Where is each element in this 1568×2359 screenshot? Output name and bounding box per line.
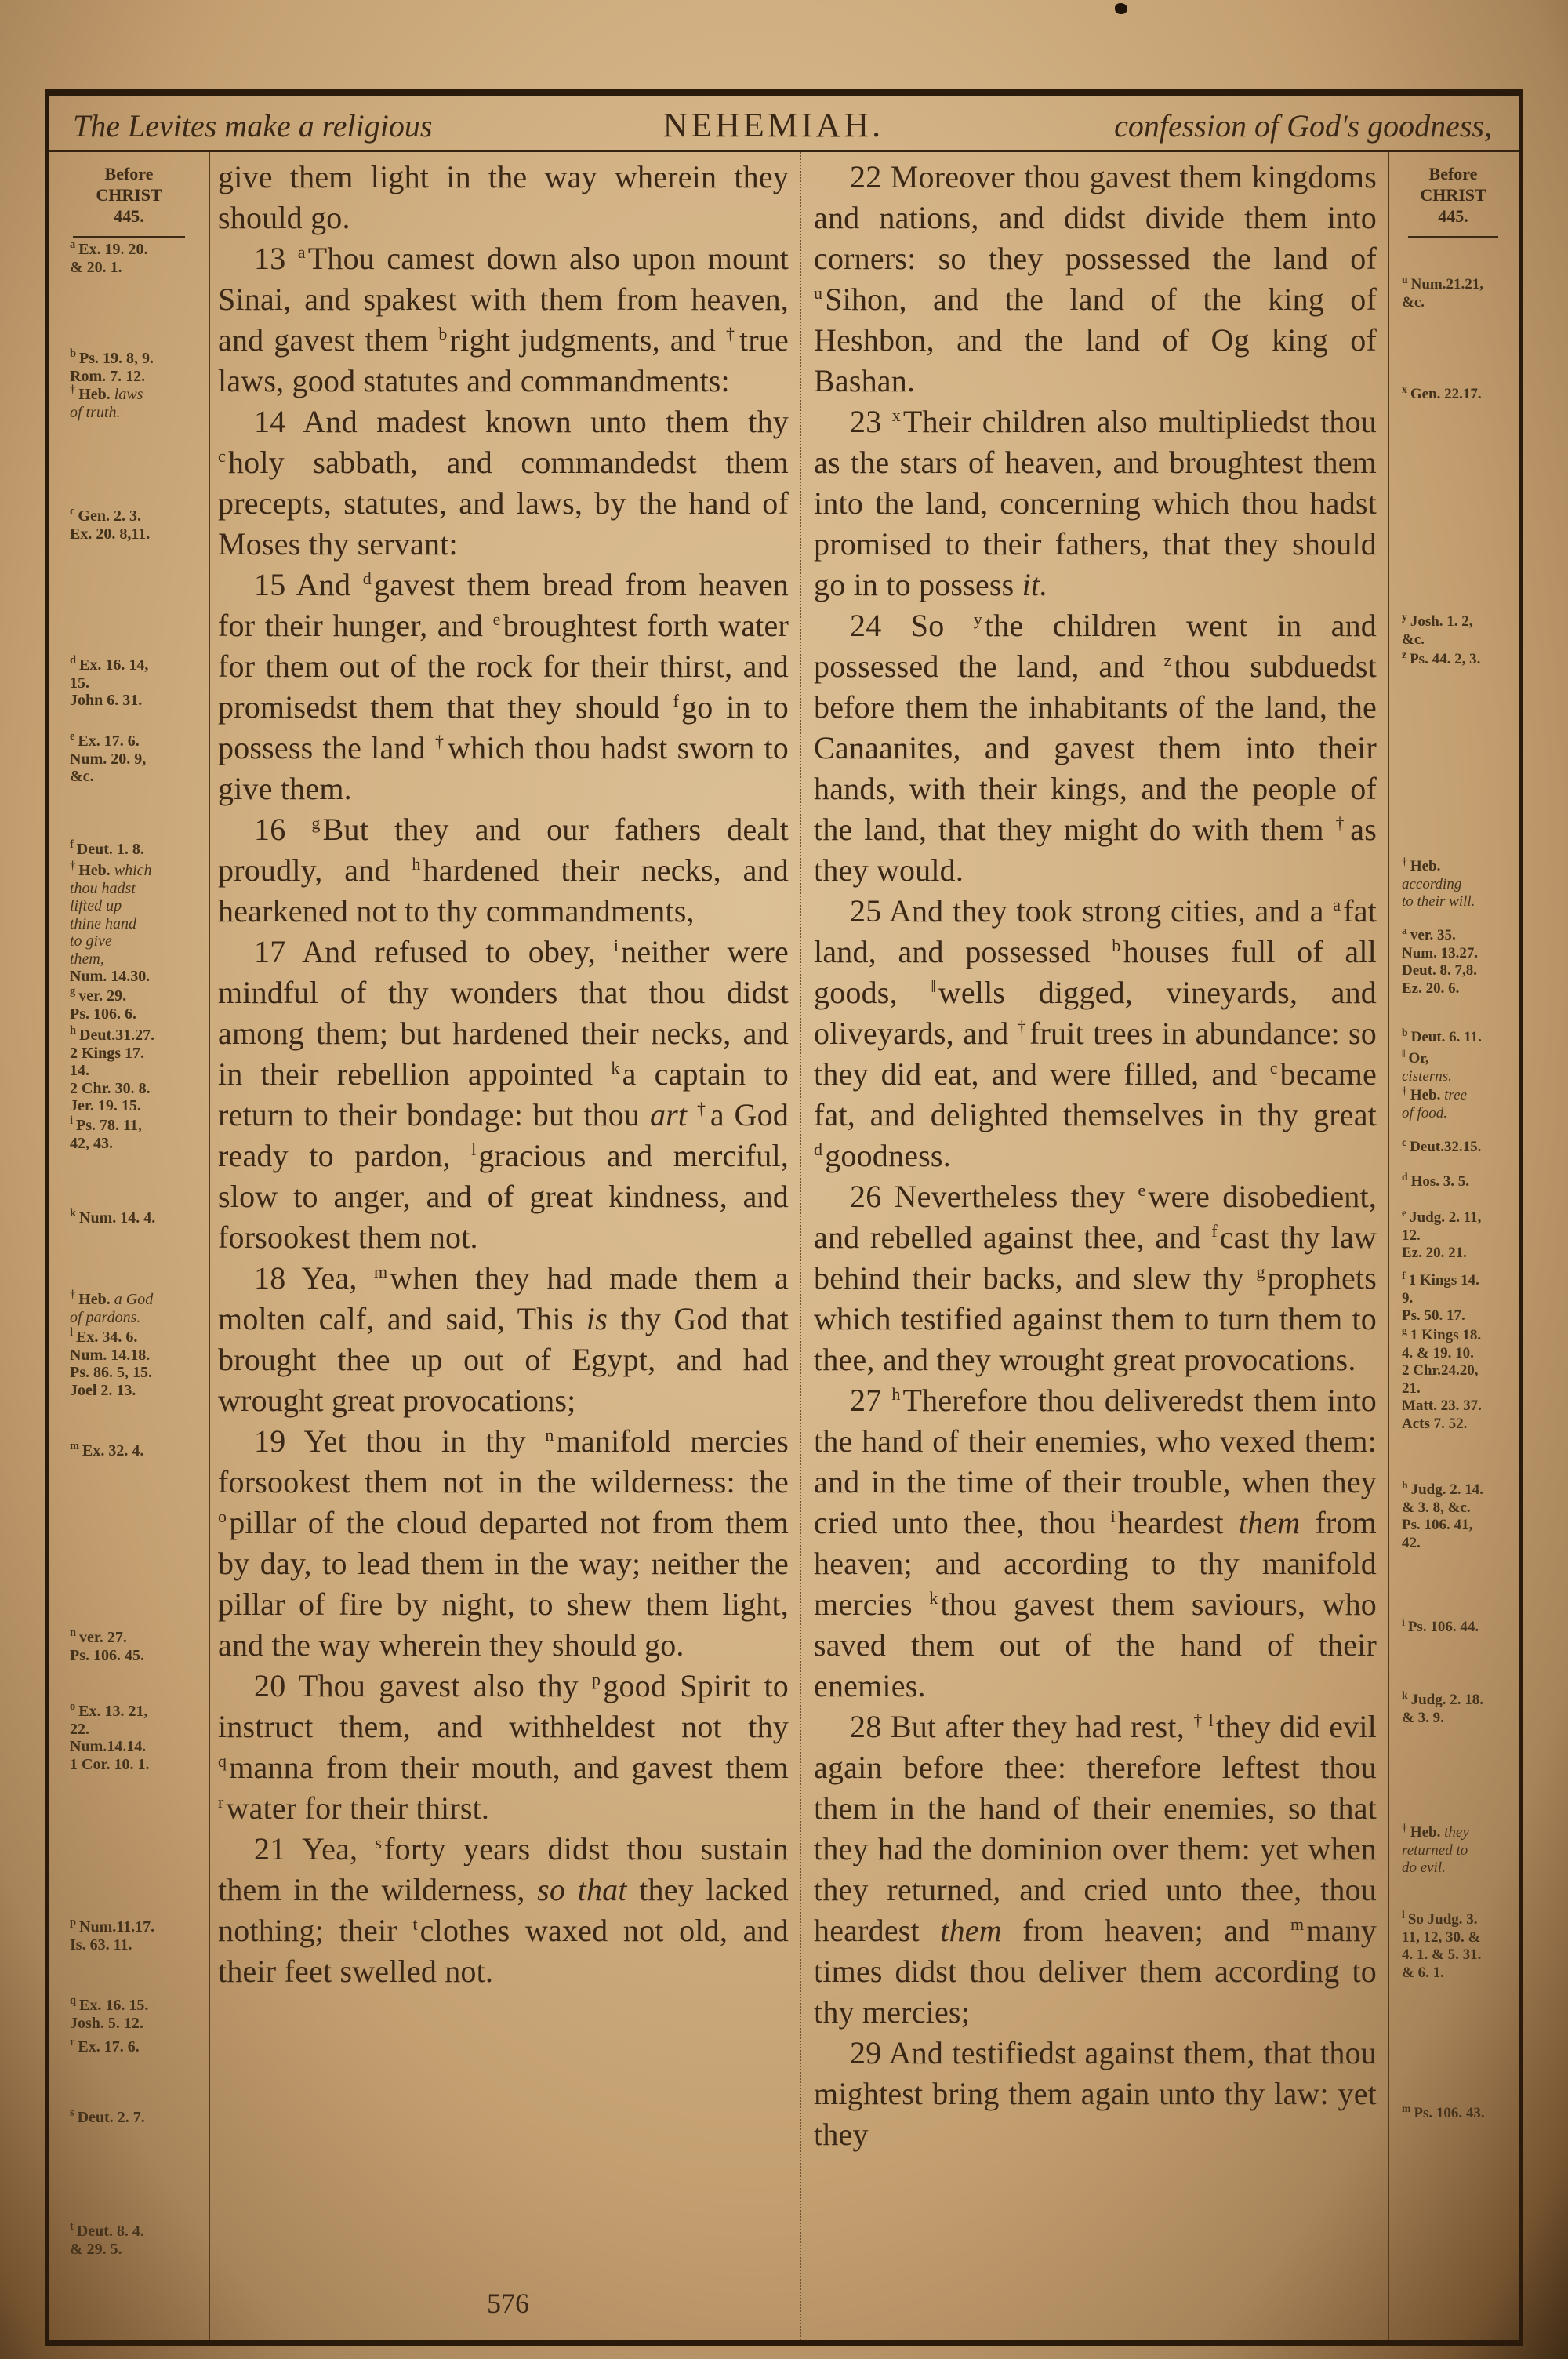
note-mark: d	[70, 654, 77, 667]
verse: 21 Yea, $^s$forty years didst thou sustain them in the wilderness, so that they lacked nothing; their $^t$clothes waxed not old, and their feet swelled not.	[218, 1831, 789, 1989]
verse: 27 $^h$Therefore thou deliveredst them into the hand of their enemies, who vexed them: and in the time of their trouble, when they cried unto thee, thou $^i$heardest them from heaven; and according to thy manifold mercies $^k$thou gavest them saviours, who saved them out of the hand of their enemies.	[814, 1383, 1377, 1703]
verse: 24 So $^y$the children went in and possessed the land, and $^z$thou subduedst before them the inhabitants of the land, the Canaanites, and gavest them into their hands, with their kings, and the people of the land, that they might do with them †as they would.	[814, 608, 1377, 888]
ref-mark: d	[362, 568, 372, 588]
left-margin-column	[49, 152, 210, 2340]
ref-mark: b	[438, 323, 448, 343]
header-left-text: The Levites make a religious	[73, 108, 433, 144]
note-mark: h	[70, 1024, 77, 1038]
note-mark: g	[1402, 1324, 1407, 1336]
verse: 26 Nevertheless they $^e$were disobedient, and rebelled against thee, and $^f$cast thy law behind their backs, and slew thy $^g$prophets which testified against them to turn them to thee, and they wrought great provocations.	[814, 1179, 1377, 1377]
ref-mark: l	[471, 1139, 477, 1159]
margin-note: $^h$ Deut.31.27. 2 Kings 17. 14. 2 Chr. 30. 8. Jer. 19. 15.	[70, 1024, 155, 1114]
note-mark: a	[70, 238, 76, 252]
verse: 13 $^a$Thou camest down also upon mount Sinai, and spakest with them from heaven, and gavest them $^b$right judgments, and †true laws, good statutes and commandments:	[218, 241, 789, 398]
note-mark: h	[1402, 1478, 1408, 1491]
margin-note: $^l$ Ex. 34. 6. Num. 14.18. Ps. 86. 5, 15. Joel 2. 13.	[70, 1326, 152, 1399]
before-christ-heading	[1389, 152, 1517, 238]
ref-mark: y	[973, 609, 982, 629]
margin-note: † Heb. which thou hadst lifted up thine hand to give them, Num. 14.30.	[70, 860, 152, 985]
margin-note: $^r$ Ex. 17. 6.	[70, 2036, 140, 2055]
margin-note: $^b$ Deut. 6. 11.	[1402, 1026, 1482, 1045]
margin-note: $^s$ Deut. 2. 7.	[70, 2106, 145, 2126]
ref-mark: † l	[1193, 1710, 1214, 1730]
ref-mark: h	[412, 853, 421, 874]
ref-mark: g	[311, 812, 321, 833]
margin-note: $^a$ Ex. 19. 20. & 20. 1.	[70, 238, 148, 276]
ref-mark: i	[613, 935, 619, 955]
note-mark: c	[70, 505, 75, 518]
ref-mark: †	[434, 731, 446, 751]
note-mark: q	[70, 1994, 77, 2008]
verse: 16 $^g$But they and our fathers dealt proudly, and $^h$hardened their necks, and hearkened not to thy commandments,	[218, 812, 789, 929]
verse: 25 And they took strong cities, and a $^a$fat land, and possessed $^b$houses full of all goods, ‖wells digged, vineyards, and oliveyards, and †fruit trees in abundance: so they did eat, and were filled, and $^c$became fat, and delighted themselves in thy great $^d$goodness.	[814, 893, 1377, 1173]
ref-mark: m	[373, 1261, 388, 1281]
left-text-column	[210, 152, 800, 2340]
before-christ-heading	[49, 152, 209, 238]
note-mark: x	[1402, 383, 1407, 395]
note-mark: r	[70, 2036, 75, 2049]
heading-line: Before	[1428, 164, 1478, 184]
note-mark: l	[1402, 1908, 1405, 1921]
margin-note: $^o$ Ex. 13. 21, 22. Num.14.14. 1 Cor. 10. 1.	[70, 1700, 150, 1773]
page-content	[49, 152, 1519, 2340]
note-mark: i	[70, 1114, 73, 1128]
note-mark: b	[1402, 1026, 1408, 1038]
verse: 15 And $^d$gavest them bread from heaven for their hunger, and $^e$broughtest forth water for them out of the rock for their thirst, and promisedst them that they should $^f$go in to possess the land †which thou hadst sworn to give them.	[218, 567, 789, 806]
margin-note: $^p$ Num.11.17. Is. 63. 11.	[70, 1916, 155, 1954]
note-mark: m	[70, 1440, 79, 1453]
heading-line: CHRIST	[96, 185, 162, 205]
margin-note: $^g$ ver. 29. Ps. 106. 6.	[70, 985, 136, 1023]
margin-note: † Heb. tree of food.	[1402, 1084, 1467, 1121]
note-mark: p	[70, 1916, 77, 1929]
note-mark: y	[1402, 610, 1407, 623]
note-mark: t	[70, 2220, 74, 2234]
margin-note: $^d$ Hos. 3. 5.	[1402, 1170, 1470, 1190]
verse: 20 Thou gavest also thy $^p$good Spirit to instruct them, and withheldest not thy $^q$manna from their mouth, and gavest them $^r$water for their thirst.	[218, 1668, 789, 1826]
ref-mark: i	[1110, 1506, 1116, 1526]
note-mark: k	[1402, 1688, 1408, 1701]
page-frame	[45, 89, 1523, 2346]
margin-note: $^f$ Deut. 1. 8.	[70, 838, 144, 858]
margin-note: $^c$ Gen. 2. 3. Ex. 20. 8,11.	[70, 505, 151, 543]
ref-mark: f	[673, 690, 680, 711]
heading-rule	[1408, 236, 1497, 238]
verse: 14 And madest known unto them thy $^c$holy sabbath, and commandedst them precepts, statutes, and laws, by the hand of Moses thy servant:	[218, 404, 789, 562]
margin-note: $^z$ Ps. 44. 2, 3.	[1402, 648, 1481, 667]
heading-line: CHRIST	[1420, 185, 1486, 205]
ref-mark: c	[1269, 1057, 1278, 1078]
ref-mark: q	[218, 1750, 227, 1771]
ref-mark: †	[726, 323, 738, 343]
heading-line: 445.	[114, 206, 144, 226]
page-number: 576	[487, 2288, 529, 2319]
note-mark: †	[1402, 1084, 1407, 1096]
verse: 18 Yea, $^m$when they had made them a molten calf, and said, This is thy God that brought thee up out of Egypt, and had wrought great provocations;	[218, 1260, 789, 1418]
note-mark: l	[70, 1326, 73, 1339]
verse: give them light in the way wherein they should go.	[218, 159, 789, 235]
right-margin-column	[1388, 152, 1517, 2340]
note-mark: g	[70, 985, 76, 998]
note-mark: s	[70, 2106, 74, 2120]
note-mark: e	[1402, 1206, 1407, 1219]
verse: 23 $^x$Their children also multipliedst thou as the stars of heaven, and broughtest them into the land, concerning which thou hadst promised to their fathers, that they should go in to possess it.	[814, 404, 1377, 602]
ref-mark: o	[218, 1506, 227, 1526]
book-title: NEHEMIAH.	[662, 106, 884, 144]
margin-note: † Heb. according to their will.	[1402, 855, 1475, 910]
note-mark: f	[1402, 1269, 1406, 1281]
ref-mark: e	[1138, 1180, 1146, 1200]
margin-note: $^i$ Ps. 78. 11, 42, 43.	[70, 1114, 142, 1152]
note-mark: z	[1402, 648, 1407, 660]
ref-mark: c	[218, 445, 226, 466]
note-mark: d	[1402, 1170, 1408, 1183]
ref-mark: a	[297, 242, 306, 262]
note-mark: ‖	[1402, 1047, 1406, 1060]
ref-mark: d	[814, 1139, 823, 1159]
margin-note: † Heb. laws of truth.	[70, 383, 143, 421]
margin-note: $^t$ Deut. 8. 4. & 29. 5.	[70, 2220, 144, 2258]
margin-note: $^g$ 1 Kings 18. 4. & 19. 10. 2 Chr.24.20, 21. Matt. 23. 37. Acts 7. 52.	[1402, 1324, 1482, 1432]
verse: 22 Moreover thou gavest them kingdoms and nations, and didst divide them into corners: so they possessed the land of $^u$Sihon, and the land of the king of Heshbon, and the land of Og king of Bashan.	[814, 159, 1377, 398]
note-mark: k	[70, 1207, 77, 1220]
margin-note: $^k$ Num. 14. 4.	[70, 1207, 156, 1227]
margin-note: $^h$ Judg. 2. 14. & 3. 8, &c. Ps. 106. 41, 42.	[1402, 1478, 1483, 1551]
note-mark: †	[1402, 855, 1407, 867]
note-mark: f	[70, 838, 74, 852]
ref-mark: p	[592, 1669, 601, 1689]
note-mark: b	[70, 347, 77, 361]
ref-mark: u	[814, 282, 823, 303]
margin-note: $^e$ Ex. 17. 6. Num. 20. 9, &c.	[70, 730, 147, 785]
ref-mark: e	[492, 609, 501, 629]
verse: 19 Yet thou in thy $^n$manifold mercies forsookest them not in the wilderness: the $^o$pillar of the cloud departed not from them by day, to lead them in the way; neither the pillar of fire by night, to shew them light, and the way wherein they should go.	[218, 1423, 789, 1663]
margin-note: $^q$ Ex. 16. 15. Josh. 5. 12.	[70, 1994, 149, 2032]
ref-mark: †	[1017, 1016, 1027, 1037]
margin-note: $^i$ Ps. 106. 44.	[1402, 1616, 1479, 1635]
margin-note: $^n$ ver. 27. Ps. 106. 45.	[70, 1627, 144, 1664]
ref-mark: m	[1290, 1914, 1305, 1934]
margin-note: $^b$ Ps. 19. 8, 9. Rom. 7. 12.	[70, 347, 154, 385]
margin-note: $^a$ ver. 35. Num. 13.27. Deut. 8. 7,8. Ez. 20. 6.	[1402, 924, 1479, 997]
ref-mark: a	[1333, 894, 1341, 914]
running-header	[49, 96, 1519, 152]
ref-mark: †	[1335, 812, 1348, 833]
ref-mark: f	[1211, 1220, 1218, 1241]
ref-mark: h	[891, 1383, 901, 1404]
note-mark: i	[1402, 1616, 1405, 1628]
header-right-text: confession of God's goodness,	[1114, 108, 1492, 144]
margin-note: $^m$ Ex. 32. 4.	[70, 1440, 144, 1459]
heading-line: 445.	[1438, 206, 1468, 226]
verse: 28 But after they had rest, $^{\dagger l}$they did evil again before thee: therefore leftest thou them in the hand of their enemies, so that they had the dominion over them: yet when they returned, and cried unto thee, thou heardest them from heaven; and $^m$many times didst thou deliver them according to thy mercies;	[814, 1709, 1377, 2030]
margin-note: $^e$ Judg. 2. 11, 12. Ez. 20. 21.	[1402, 1206, 1482, 1261]
note-mark: a	[1402, 924, 1407, 936]
margin-note: ‖ Or, cisterns.	[1402, 1047, 1452, 1085]
ref-mark: †	[697, 1098, 708, 1118]
ref-mark: g	[1256, 1261, 1265, 1281]
note-mark: m	[1402, 2102, 1411, 2114]
ref-mark: k	[929, 1587, 938, 1608]
margin-note: † Heb. they returned to do evil.	[1402, 1821, 1469, 1876]
verse: 17 And refused to obey, $^i$neither were mindful of thy wonders that thou didst among them; but hardened their necks, and in their rebellion appointed $^k$a captain to return to their bondage: but thou art †a God ready to pardon, $^l$gracious and merciful, slow to anger, and of great kindness, and forsookest them not.	[218, 934, 789, 1255]
margin-note: $^c$ Deut.32.15.	[1402, 1136, 1482, 1155]
note-mark: c	[1402, 1136, 1407, 1148]
ref-mark: n	[545, 1424, 554, 1445]
heading-line: Before	[104, 164, 154, 184]
margin-note: $^l$ So Judg. 3. 11, 12, 30. & 4. 1. & 5. 31. & 6. 1.	[1402, 1908, 1482, 1981]
right-text-column	[800, 152, 1388, 2340]
note-mark: e	[70, 730, 75, 743]
ref-mark: ‖	[931, 976, 936, 996]
margin-note: $^u$ Num.21.21, &c.	[1402, 273, 1483, 311]
note-mark: n	[70, 1627, 77, 1640]
ink-speck	[1115, 3, 1127, 14]
note-mark: †	[70, 383, 76, 397]
margin-note: $^d$ Ex. 16. 14, 15. John 6. 31.	[70, 654, 149, 709]
note-mark: u	[1402, 273, 1408, 285]
note-mark: †	[70, 860, 76, 873]
ref-mark: b	[1112, 935, 1121, 955]
note-mark: †	[70, 1289, 76, 1302]
margin-note: † Heb. a God of pardons.	[70, 1289, 154, 1326]
ref-mark: r	[218, 1791, 224, 1812]
note-mark: o	[70, 1700, 76, 1714]
note-mark: †	[1402, 1821, 1407, 1834]
margin-note: $^m$ Ps. 106. 43.	[1402, 2102, 1485, 2121]
margin-note: $^y$ Josh. 1. 2, &c.	[1402, 610, 1473, 648]
margin-note: $^f$ 1 Kings 14. 9. Ps. 50. 17.	[1402, 1269, 1479, 1324]
ref-mark: k	[611, 1057, 620, 1078]
ref-mark: z	[1163, 649, 1172, 670]
margin-note: $^k$ Judg. 2. 18. & 3. 9.	[1402, 1688, 1483, 1726]
verse: 29 And testifiedst against them, that thou mightest bring them again unto thy law: yet they	[814, 2035, 1377, 2152]
ref-mark: s	[375, 1832, 383, 1852]
margin-note: $^x$ Gen. 22.17.	[1402, 383, 1482, 402]
ref-mark: t	[412, 1914, 418, 1934]
ref-mark: x	[891, 405, 901, 425]
heading-rule	[73, 236, 184, 238]
